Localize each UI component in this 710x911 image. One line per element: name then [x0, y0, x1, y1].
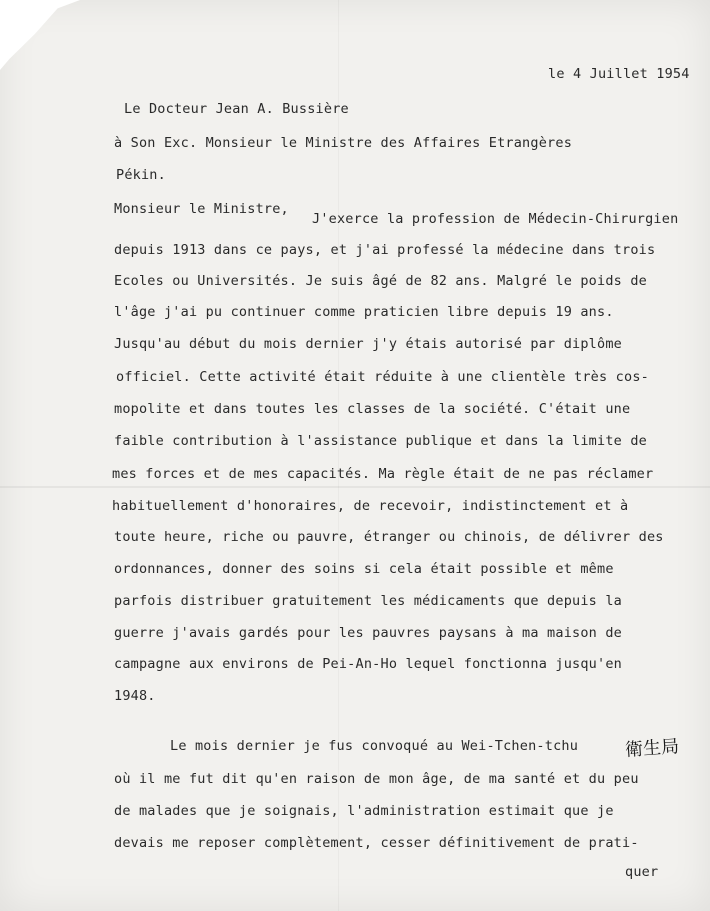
addressee: à Son Exc. Monsieur le Ministre des Affaires Etrangères [114, 135, 573, 151]
letter-date: le 4 Juillet 1954 [548, 66, 690, 82]
body-line: depuis 1913 dans ce pays, et j'ai professé la médecine dans trois [114, 242, 656, 258]
salutation: Monsieur le Ministre, [114, 201, 289, 217]
body-line: parfois distribuer gratuitement les médicaments que depuis la [114, 593, 622, 609]
city: Pékin. [116, 167, 166, 183]
torn-corner [0, 0, 80, 70]
body-line: J'exerce la profession de Médecin-Chirurgien [312, 211, 679, 227]
body-line: mopolite et dans toutes les classes de la société. C'était une [114, 401, 631, 417]
body-line: officiel. Cette activité était réduite à une clientèle très cos- [116, 369, 649, 385]
body-line: Jusqu'au début du mois dernier j'y étais autorisé par diplôme [114, 336, 622, 352]
body-line: Le mois dernier je fus convoqué au Wei-Tchen-tchu [170, 738, 579, 754]
body-line: 1948. [114, 688, 156, 704]
body-line: habituellement d'honoraires, de recevoir, indistinctement et à [112, 498, 629, 514]
sender-name: Le Docteur Jean A. Bussière [124, 101, 349, 117]
body-line: de malades que je soignais, l'administration estimait que je [114, 803, 614, 819]
body-line: où il me fut dit qu'en raison de mon âge, de ma santé et du peu [114, 771, 639, 787]
body-line: toute heure, riche ou pauvre, étranger ou chinois, de délivrer des [114, 529, 664, 545]
body-line: ordonnances, donner des soins si cela était possible et même [114, 561, 614, 577]
body-line: campagne aux environs de Pei-An-Ho lequel fonctionna jusqu'en [114, 656, 622, 672]
body-line: l'âge j'ai pu continuer comme praticien libre depuis 19 ans. [114, 304, 614, 320]
body-line: quer [625, 864, 659, 880]
body-line: Ecoles ou Universités. Je suis âgé de 82 ans. Malgré le poids de [114, 273, 647, 289]
body-line: faible contribution à l'assistance publique et dans la limite de [114, 433, 647, 449]
handwritten-note: 衛生局 [624, 736, 680, 761]
body-line: devais me reposer complètement, cesser définitivement de prati- [114, 835, 639, 851]
body-line: guerre j'avais gardés pour les pauvres paysans à ma maison de [114, 625, 622, 641]
page-fold [0, 486, 710, 488]
body-line: mes forces et de mes capacités. Ma règle était de ne pas réclamer [112, 466, 654, 482]
